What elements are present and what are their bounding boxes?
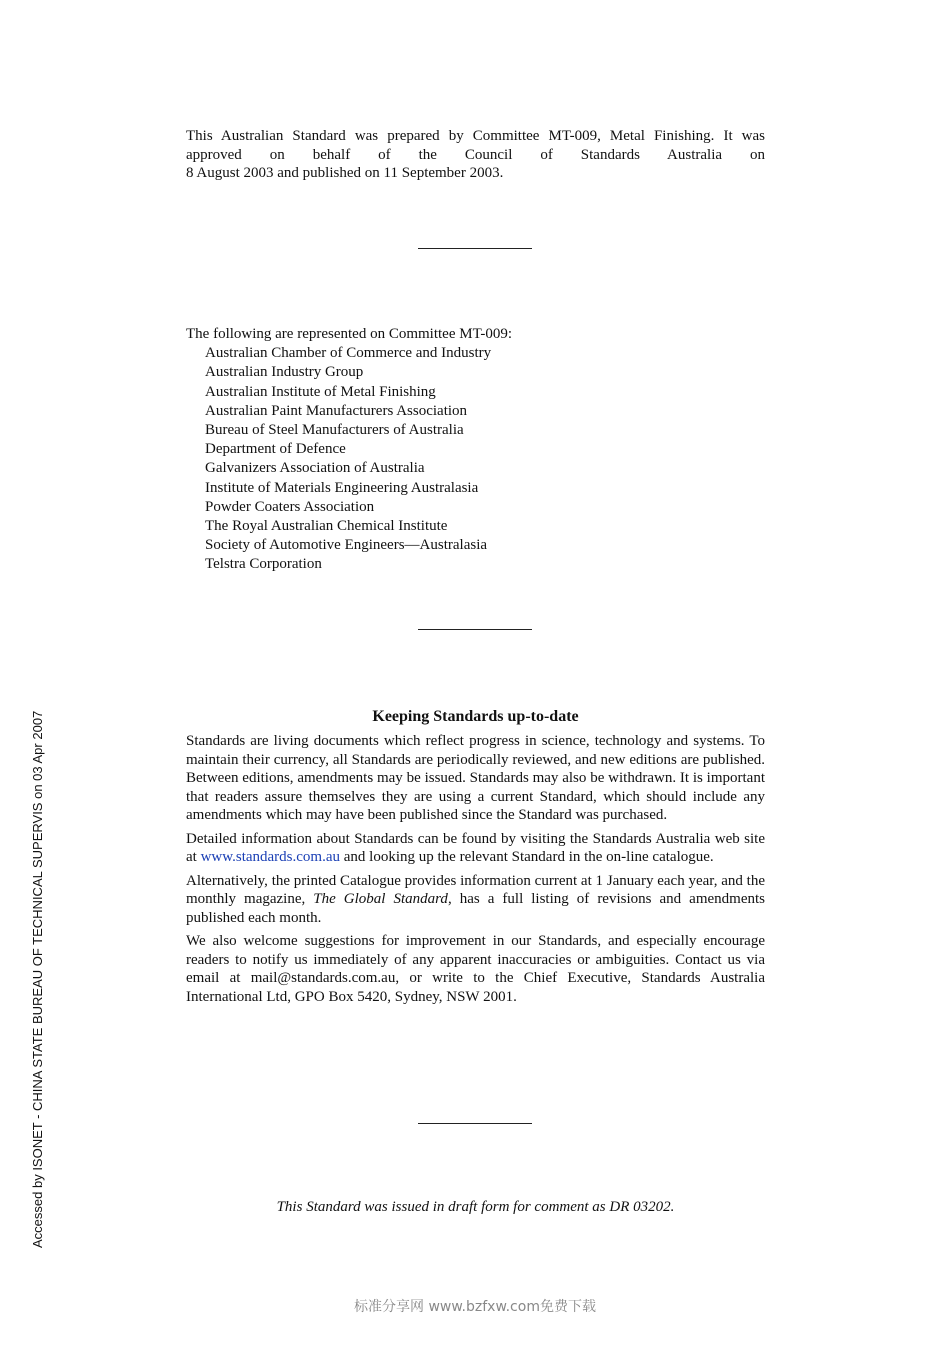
keeping-paragraph-4: We also welcome suggestions for improvement in our Standards, and especially encourage readers to notify us immediately of any apparent inaccuracies or ambiguities. Contact us via email at mail@standards.com.au, or write to the Chief Executive, Standards Australia International Ltd, GPO Box 5420, Sydney, NSW 2001. — [186, 933, 765, 1005]
keeping-paragraph-3 — [186, 872, 765, 928]
standards-website-link[interactable]: www.standards.com.au — [200, 849, 340, 865]
committee-heading: The following are represented on Committee MT-009: — [186, 326, 513, 342]
keeping-paragraph-2 — [186, 830, 765, 867]
p2-text-after: and looking up the relevant Standard in the on-line catalogue. — [340, 849, 714, 865]
intro-text-end: 8 August 2003 and published on 11 September 2003. — [186, 165, 504, 181]
committee-member: Society of Automotive Engineers—Australasia — [205, 537, 488, 554]
divider-1 — [418, 248, 532, 249]
p3-text-after: , has a full listing of revisions and amendments published each month. — [186, 891, 765, 926]
committee-section — [186, 325, 765, 575]
committee-member: Bureau of Steel Manufacturers of Australia — [205, 422, 464, 439]
committee-member: Powder Coaters Association — [205, 498, 375, 515]
divider-3 — [418, 1123, 532, 1124]
global-standard-title: The Global Standard — [313, 891, 448, 907]
committee-member: Galvanizers Association of Australia — [205, 460, 425, 477]
committee-member: The Royal Australian Chemical Institute — [205, 518, 448, 535]
keeping-section — [186, 732, 765, 1011]
committee-member: Australian Chamber of Commerce and Industry — [205, 345, 492, 362]
site-watermark: 标准分享网 www.bzfxw.com免费下载 — [354, 1299, 596, 1315]
p2-text-before: Detailed information about Standards can be found by visiting the Standards Australia web site at — [186, 830, 765, 865]
committee-member: Department of Defence — [205, 441, 346, 458]
intro-text: This Australian Standard was prepared by Committee MT-009, Metal Finishing. It was approved on behalf of the Council of Standards Australia on — [186, 128, 765, 163]
keeping-paragraph-1: Standards are living documents which reflect progress in science, technology and systems. To maintain their currency, all Standards are periodically reviewed, and new editions are published. Between editions, amendments may be issued. Standards may also be withdrawn. It is important that readers assure themselves they are using a current Standard, which should include any amendments which may have been published since the Standard was purchased. — [186, 733, 765, 823]
committee-member: Australian Paint Manufacturers Association — [205, 402, 468, 419]
committee-member-list — [186, 344, 765, 574]
keeping-title: Keeping Standards up-to-date — [372, 708, 579, 725]
committee-member: Australian Industry Group — [205, 364, 364, 381]
committee-member: Telstra Corporation — [205, 556, 322, 573]
draft-note: This Standard was issued in draft form for comment as DR 03202. — [276, 1199, 675, 1215]
committee-member: Australian Institute of Metal Finishing — [205, 383, 436, 400]
p3-text-before: Alternatively, the printed Catalogue provides information current at 1 January each year, and the monthly magazine, — [186, 872, 765, 907]
access-stamp: Accessed by ISONET - CHINA STATE BUREAU OF TECHNICAL SUPERVIS on 03 Apr 2007 — [30, 710, 45, 1248]
divider-2 — [418, 629, 532, 630]
committee-member: Institute of Materials Engineering Australasia — [205, 479, 479, 496]
intro-paragraph — [186, 127, 765, 183]
